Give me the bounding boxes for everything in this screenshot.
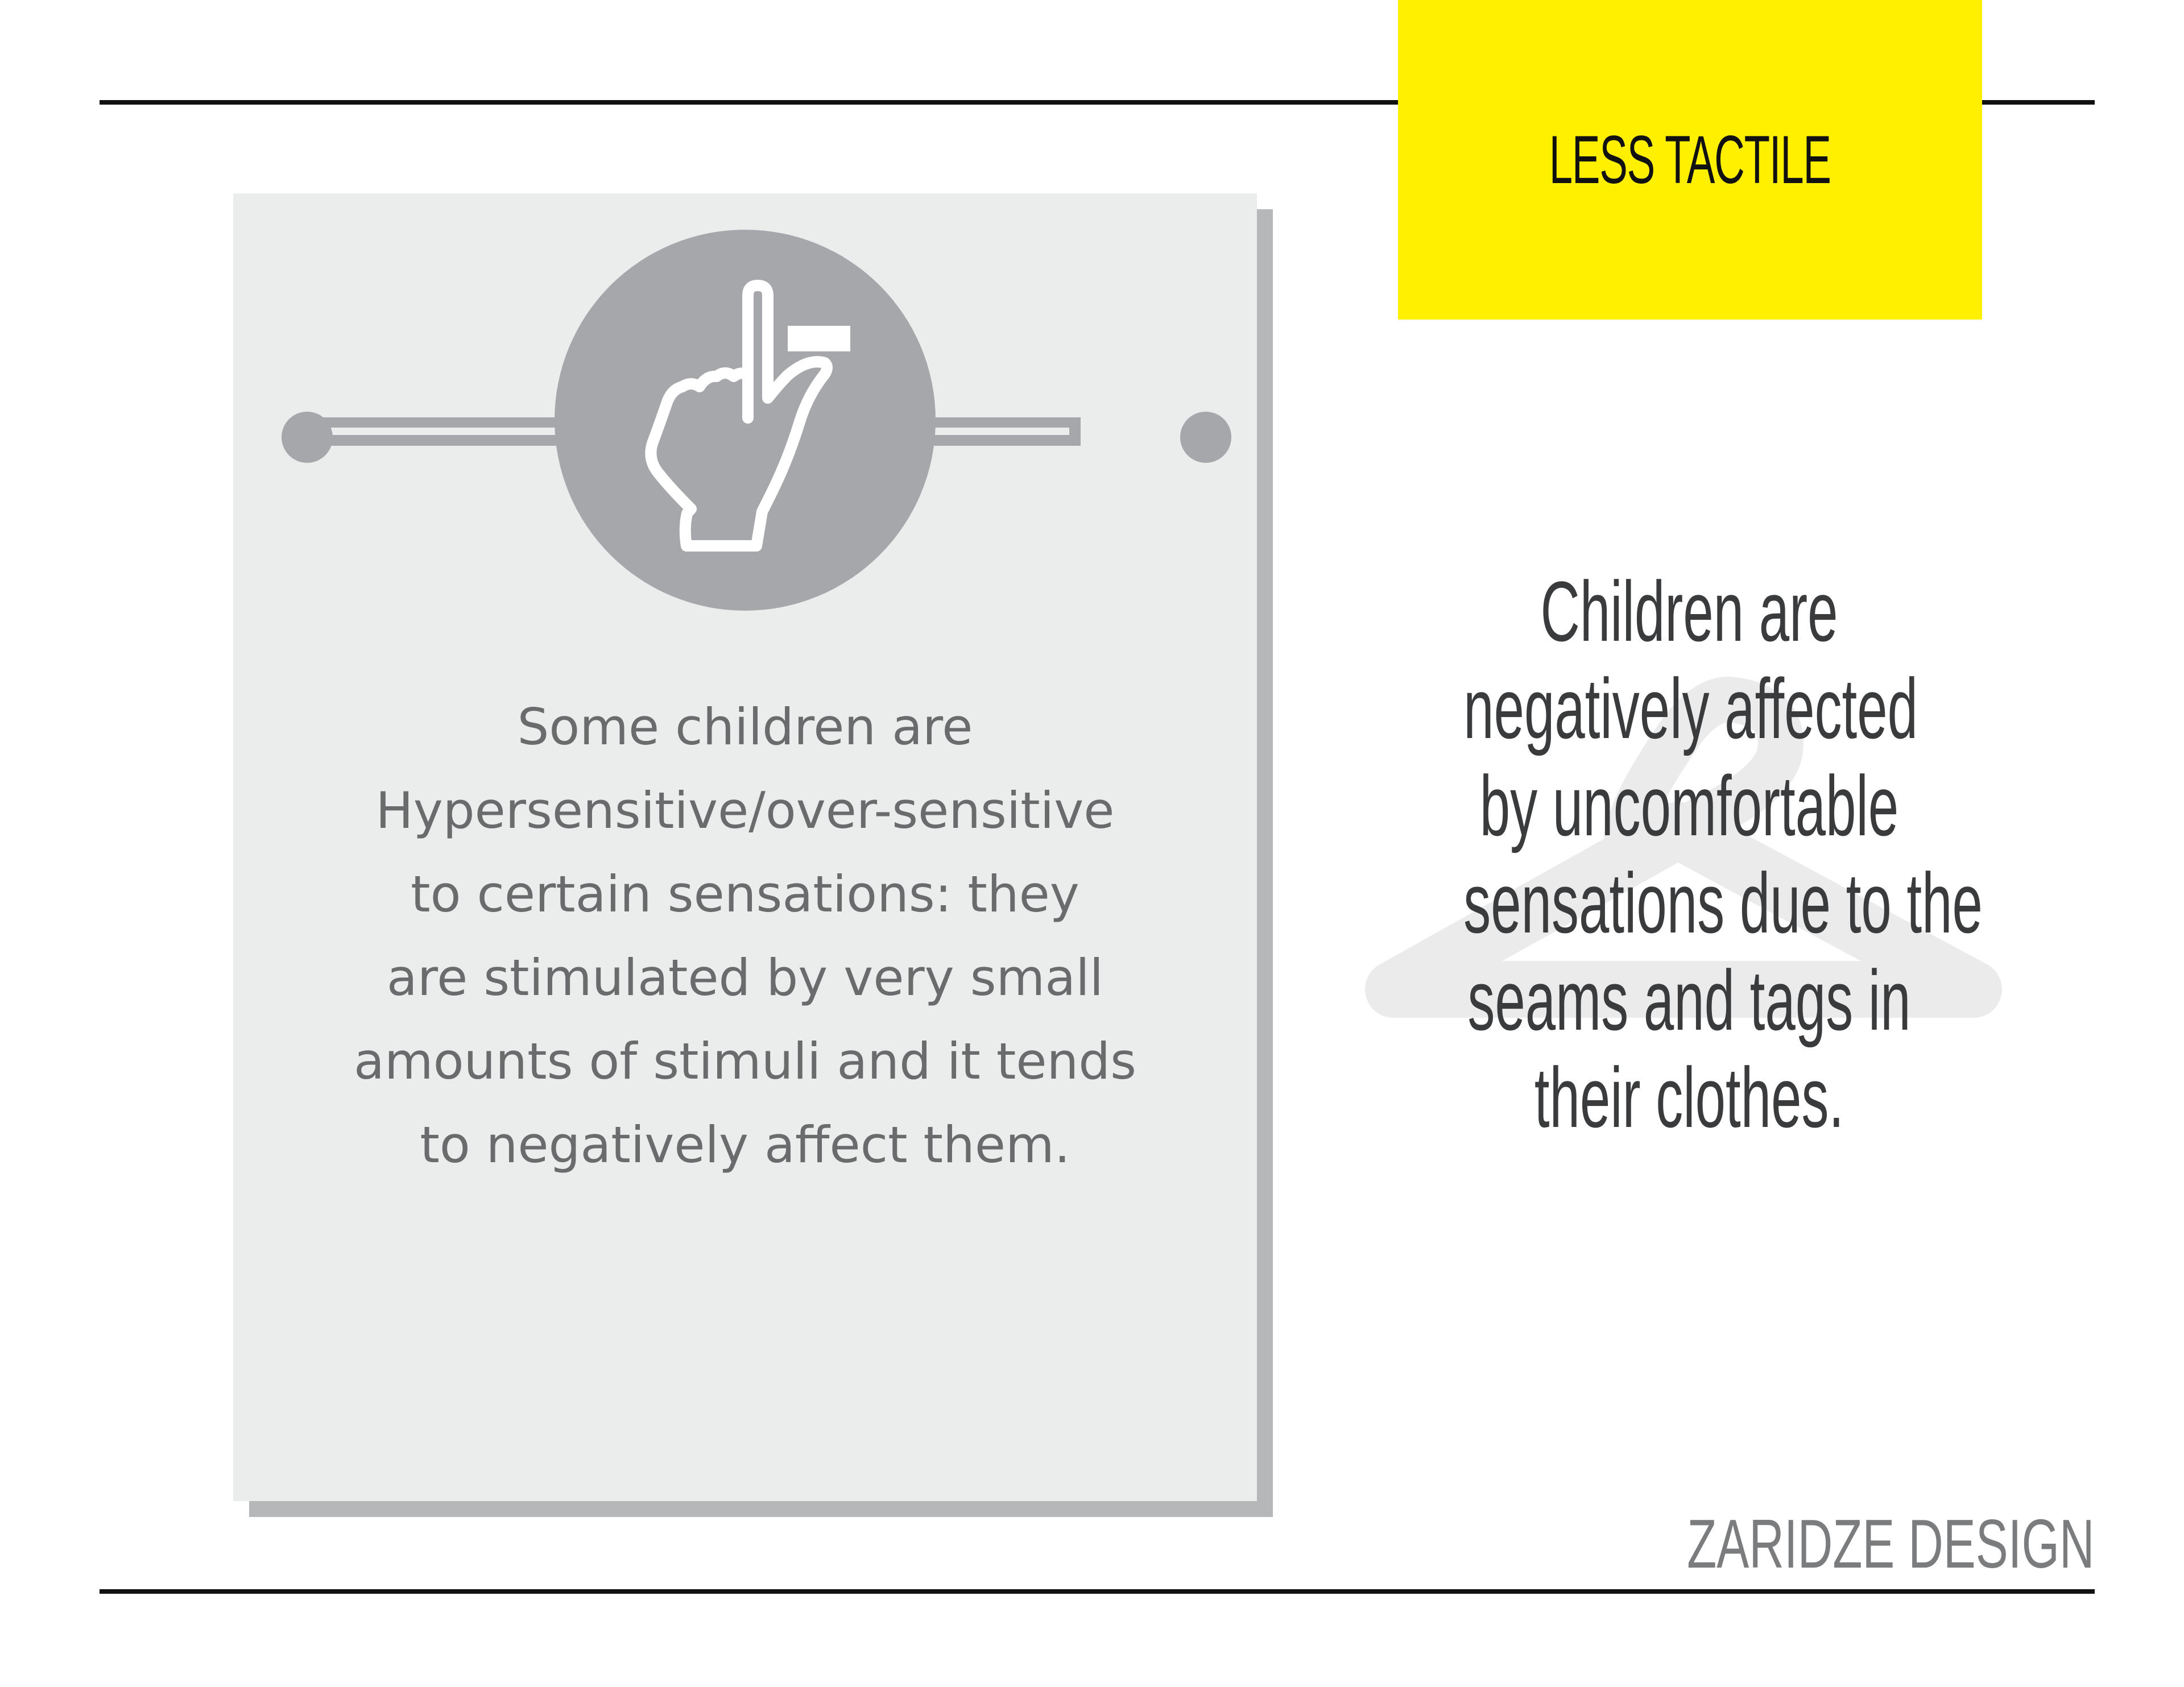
statement-line: Children are <box>1540 563 1838 659</box>
statement-line: their clothes. <box>1534 1050 1844 1145</box>
card-line: amounts of stimuli and it tends <box>354 1032 1136 1091</box>
page-title: LESS TACTILE <box>1549 122 1831 198</box>
statement-line: by uncomfortable <box>1479 758 1899 853</box>
card-line: Some children are <box>517 698 973 756</box>
statement-line: negatively affected <box>1463 661 1918 756</box>
card-line: to negatively affect them. <box>420 1116 1070 1174</box>
bottom-rule <box>100 1589 2095 1594</box>
statement-text <box>1337 563 2042 1146</box>
finger-minus-icon <box>233 193 1257 648</box>
card-description <box>296 685 1194 1187</box>
card-line: Hypersensitive/over-sensitive <box>375 781 1115 840</box>
card-line: are stimulated by very small <box>386 948 1104 1007</box>
statement-line: sensations due to the <box>1463 855 1983 951</box>
statement-line: seams and tags in <box>1467 952 1911 1048</box>
title-banner <box>1398 0 1982 320</box>
info-card <box>233 193 1257 1501</box>
brand-name: ZARIDZE DESIGN <box>1687 1505 2095 1582</box>
card-line: to certain sensations: they <box>411 865 1079 923</box>
